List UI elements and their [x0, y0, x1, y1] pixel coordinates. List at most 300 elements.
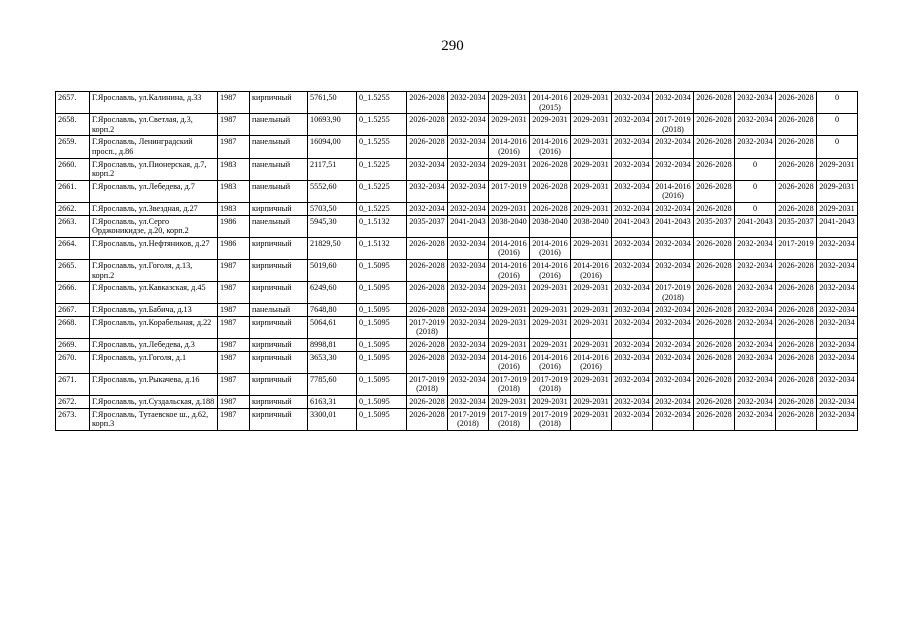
table-row	[56, 180, 858, 202]
period-cell: 2032-2034	[612, 259, 653, 281]
material-cell: панельный	[250, 114, 308, 136]
period-cell: 2029-2031	[817, 202, 858, 215]
material-cell: кирпичный	[250, 408, 308, 430]
year-cell: 1987	[218, 339, 250, 352]
row-number: 2671.	[56, 373, 90, 395]
period-cell: 2035-2037	[694, 215, 735, 237]
period-cell: 2029-2031	[571, 136, 612, 158]
period-cell: 2029-2031	[530, 282, 571, 304]
period-cell: 2026-2028	[407, 408, 448, 430]
period-cell: 0	[817, 92, 858, 114]
period-cell: 2029-2031	[489, 92, 530, 114]
table-row	[56, 158, 858, 180]
period-cell: 2032-2034	[817, 237, 858, 259]
table-container	[55, 91, 858, 431]
area-cell: 2117,51	[308, 158, 357, 180]
period-cell: 2032-2034	[653, 373, 694, 395]
table-body	[56, 92, 858, 431]
row-number: 2663.	[56, 215, 90, 237]
period-cell: 2014-2016 (2016)	[530, 259, 571, 281]
period-cell: 2017-2019 (2018)	[489, 408, 530, 430]
period-cell: 2026-2028	[776, 136, 817, 158]
coefficient-cell: 0_1.5095	[357, 259, 407, 281]
period-cell: 2026-2028	[407, 92, 448, 114]
area-cell: 5945,30	[308, 215, 357, 237]
period-cell: 2026-2028	[407, 259, 448, 281]
period-cell: 2026-2028	[776, 114, 817, 136]
period-cell: 2026-2028	[694, 339, 735, 352]
period-cell: 2041-2043	[817, 215, 858, 237]
period-cell: 2032-2034	[612, 339, 653, 352]
table-row	[56, 114, 858, 136]
row-number: 2661.	[56, 180, 90, 202]
period-cell: 2026-2028	[407, 136, 448, 158]
period-cell: 2032-2034	[735, 114, 776, 136]
address-cell: Г.Ярославль, ул.Рыкачева, д.16	[90, 373, 218, 395]
year-cell: 1987	[218, 351, 250, 373]
address-cell: Г.Ярославль, ул.Гоголя, д.13, корп.2	[90, 259, 218, 281]
row-number: 2662.	[56, 202, 90, 215]
row-number: 2659.	[56, 136, 90, 158]
area-cell: 5552,60	[308, 180, 357, 202]
period-cell: 2032-2034	[448, 92, 489, 114]
address-cell: Г.Ярославль, Ленинградский просп., д.86	[90, 136, 218, 158]
coefficient-cell: 0_1.5095	[357, 304, 407, 317]
area-cell: 3653,30	[308, 351, 357, 373]
table-row	[56, 237, 858, 259]
period-cell: 2026-2028	[694, 92, 735, 114]
period-cell: 2017-2019 (2018)	[653, 114, 694, 136]
material-cell: панельный	[250, 215, 308, 237]
area-cell: 5761,50	[308, 92, 357, 114]
period-cell: 2029-2031	[571, 92, 612, 114]
period-cell: 2032-2034	[817, 396, 858, 409]
table-row	[56, 408, 858, 430]
period-cell: 2017-2019	[776, 237, 817, 259]
address-cell: Г.Ярославль, ул.Бабича, д.13	[90, 304, 218, 317]
area-cell: 6249,60	[308, 282, 357, 304]
period-cell: 2026-2028	[776, 408, 817, 430]
period-cell: 2029-2031	[489, 316, 530, 338]
period-cell: 2032-2034	[817, 304, 858, 317]
period-cell: 2017-2019 (2018)	[489, 373, 530, 395]
period-cell: 2032-2034	[817, 259, 858, 281]
period-cell: 2032-2034	[735, 351, 776, 373]
address-cell: Г.Ярославль, ул.Суздальская, д.188	[90, 396, 218, 409]
address-cell: Г.Ярославль, ул.Нефтяников, д.27	[90, 237, 218, 259]
material-cell: кирпичный	[250, 282, 308, 304]
period-cell: 2032-2034	[612, 202, 653, 215]
row-number: 2660.	[56, 158, 90, 180]
period-cell: 2032-2034	[612, 114, 653, 136]
row-number: 2669.	[56, 339, 90, 352]
period-cell: 2026-2028	[776, 396, 817, 409]
period-cell: 0	[817, 136, 858, 158]
period-cell: 0	[735, 158, 776, 180]
period-cell: 2014-2016 (2016)	[653, 180, 694, 202]
material-cell: кирпичный	[250, 396, 308, 409]
table-row	[56, 339, 858, 352]
period-cell: 2038-2040	[571, 215, 612, 237]
period-cell: 2029-2031	[489, 339, 530, 352]
table-row	[56, 282, 858, 304]
period-cell: 2035-2037	[776, 215, 817, 237]
period-cell: 2026-2028	[407, 396, 448, 409]
period-cell: 2032-2034	[407, 202, 448, 215]
period-cell: 2032-2034	[735, 259, 776, 281]
period-cell: 2017-2019 (2018)	[448, 408, 489, 430]
material-cell: панельный	[250, 158, 308, 180]
period-cell: 2032-2034	[612, 180, 653, 202]
period-cell: 2029-2031	[489, 114, 530, 136]
period-cell: 2029-2031	[571, 202, 612, 215]
period-cell: 2032-2034	[448, 351, 489, 373]
material-cell: кирпичный	[250, 339, 308, 352]
period-cell: 2038-2040	[489, 215, 530, 237]
address-cell: Г.Ярославль, Тутаевское ш., д.62, корп.3	[90, 408, 218, 430]
period-cell: 2029-2031	[530, 304, 571, 317]
coefficient-cell: 0_1.5255	[357, 114, 407, 136]
period-cell: 2017-2019	[489, 180, 530, 202]
coefficient-cell: 0_1.5095	[357, 408, 407, 430]
period-cell: 0	[735, 180, 776, 202]
table-row	[56, 316, 858, 338]
year-cell: 1986	[218, 237, 250, 259]
period-cell: 2029-2031	[530, 339, 571, 352]
table-row	[56, 351, 858, 373]
table-row	[56, 215, 858, 237]
period-cell: 2029-2031	[571, 373, 612, 395]
period-cell: 2026-2028	[776, 180, 817, 202]
period-cell: 0	[817, 114, 858, 136]
coefficient-cell: 0_1.5225	[357, 180, 407, 202]
period-cell: 2026-2028	[694, 282, 735, 304]
period-cell: 2038-2040	[530, 215, 571, 237]
period-cell: 2032-2034	[817, 351, 858, 373]
period-cell: 2026-2028	[694, 202, 735, 215]
period-cell: 2032-2034	[735, 316, 776, 338]
period-cell: 2017-2019 (2018)	[530, 373, 571, 395]
period-cell: 2017-2019 (2018)	[530, 408, 571, 430]
area-cell: 8998,81	[308, 339, 357, 352]
period-cell: 2032-2034	[735, 408, 776, 430]
period-cell: 2026-2028	[694, 136, 735, 158]
period-cell: 2014-2016 (2016)	[530, 351, 571, 373]
period-cell: 2029-2031	[817, 180, 858, 202]
row-number: 2672.	[56, 396, 90, 409]
period-cell: 2026-2028	[776, 339, 817, 352]
period-cell: 2014-2016 (2016)	[489, 351, 530, 373]
year-cell: 1987	[218, 259, 250, 281]
period-cell: 2026-2028	[776, 259, 817, 281]
period-cell: 2032-2034	[735, 92, 776, 114]
period-cell: 2032-2034	[612, 373, 653, 395]
period-cell: 2032-2034	[448, 396, 489, 409]
address-cell: Г.Ярославль, ул.Корабельная, д.22	[90, 316, 218, 338]
coefficient-cell: 0_1.5132	[357, 215, 407, 237]
period-cell: 2032-2034	[612, 282, 653, 304]
material-cell: кирпичный	[250, 259, 308, 281]
period-cell: 2029-2031	[571, 316, 612, 338]
period-cell: 2014-2016 (2016)	[530, 237, 571, 259]
period-cell: 2029-2031	[571, 237, 612, 259]
period-cell: 2032-2034	[653, 316, 694, 338]
year-cell: 1987	[218, 114, 250, 136]
table-row	[56, 259, 858, 281]
period-cell: 2032-2034	[448, 136, 489, 158]
period-cell: 2029-2031	[489, 202, 530, 215]
period-cell: 2041-2043	[448, 215, 489, 237]
period-cell: 2026-2028	[694, 180, 735, 202]
period-cell: 2032-2034	[735, 136, 776, 158]
address-cell: Г.Ярославль, ул.Лебедева, д.7	[90, 180, 218, 202]
area-cell: 7785,60	[308, 373, 357, 395]
period-cell: 2032-2034	[612, 136, 653, 158]
period-cell: 2026-2028	[530, 158, 571, 180]
period-cell: 2026-2028	[407, 114, 448, 136]
period-cell: 2032-2034	[612, 408, 653, 430]
period-cell: 2032-2034	[612, 351, 653, 373]
period-cell: 2032-2034	[653, 202, 694, 215]
table-row	[56, 304, 858, 317]
period-cell: 2032-2034	[817, 408, 858, 430]
row-number: 2667.	[56, 304, 90, 317]
period-cell: 2032-2034	[448, 158, 489, 180]
period-cell: 2026-2028	[694, 158, 735, 180]
period-cell: 2032-2034	[735, 396, 776, 409]
year-cell: 1987	[218, 304, 250, 317]
row-number: 2665.	[56, 259, 90, 281]
period-cell: 2032-2034	[653, 158, 694, 180]
period-cell: 2032-2034	[612, 237, 653, 259]
area-cell: 6163,31	[308, 396, 357, 409]
material-cell: панельный	[250, 136, 308, 158]
year-cell: 1983	[218, 202, 250, 215]
period-cell: 2032-2034	[448, 373, 489, 395]
period-cell: 0	[735, 202, 776, 215]
period-cell: 2014-2016 (2015)	[530, 92, 571, 114]
period-cell: 2032-2034	[653, 339, 694, 352]
period-cell: 2032-2034	[653, 92, 694, 114]
period-cell: 2032-2034	[448, 316, 489, 338]
address-cell: Г.Ярославль, ул.Серго Орджоникидзе, д.20, корп.2	[90, 215, 218, 237]
period-cell: 2026-2028	[776, 351, 817, 373]
period-cell: 2041-2043	[612, 215, 653, 237]
period-cell: 2029-2031	[571, 304, 612, 317]
period-cell: 2029-2031	[530, 114, 571, 136]
year-cell: 1987	[218, 316, 250, 338]
period-cell: 2026-2028	[694, 237, 735, 259]
period-cell: 2032-2034	[817, 373, 858, 395]
period-cell: 2032-2034	[653, 304, 694, 317]
period-cell: 2032-2034	[653, 396, 694, 409]
address-cell: Г.Ярославль, ул.Светлая, д.3, корп.2	[90, 114, 218, 136]
row-number: 2657.	[56, 92, 90, 114]
material-cell: кирпичный	[250, 92, 308, 114]
year-cell: 1987	[218, 408, 250, 430]
period-cell: 2032-2034	[817, 316, 858, 338]
row-number: 2673.	[56, 408, 90, 430]
coefficient-cell: 0_1.5255	[357, 92, 407, 114]
period-cell: 2032-2034	[612, 158, 653, 180]
period-cell: 2032-2034	[653, 408, 694, 430]
period-cell: 2032-2034	[735, 373, 776, 395]
period-cell: 2032-2034	[735, 339, 776, 352]
period-cell: 2014-2016 (2016)	[530, 136, 571, 158]
period-cell: 2017-2019 (2018)	[407, 373, 448, 395]
year-cell: 1987	[218, 136, 250, 158]
period-cell: 2032-2034	[612, 92, 653, 114]
period-cell: 2035-2037	[407, 215, 448, 237]
period-cell: 2029-2031	[571, 339, 612, 352]
period-cell: 2041-2043	[653, 215, 694, 237]
table-row	[56, 202, 858, 215]
page-number: 290	[441, 38, 464, 54]
area-cell: 16094,00	[308, 136, 357, 158]
period-cell: 2032-2034	[612, 396, 653, 409]
coefficient-cell: 0_1.5095	[357, 282, 407, 304]
period-cell: 2032-2034	[448, 282, 489, 304]
period-cell: 2014-2016 (2016)	[571, 259, 612, 281]
period-cell: 2032-2034	[817, 339, 858, 352]
period-cell: 2032-2034	[612, 316, 653, 338]
period-cell: 2026-2028	[694, 316, 735, 338]
address-cell: Г.Ярославль, ул.Кавказская, д.45	[90, 282, 218, 304]
period-cell: 2026-2028	[530, 202, 571, 215]
row-number: 2666.	[56, 282, 90, 304]
period-cell: 2026-2028	[530, 180, 571, 202]
material-cell: кирпичный	[250, 202, 308, 215]
row-number: 2664.	[56, 237, 90, 259]
period-cell: 2026-2028	[694, 396, 735, 409]
year-cell: 1987	[218, 282, 250, 304]
period-cell: 2032-2034	[448, 259, 489, 281]
period-cell: 2032-2034	[735, 282, 776, 304]
period-cell: 2026-2028	[776, 158, 817, 180]
year-cell: 1983	[218, 180, 250, 202]
row-number: 2668.	[56, 316, 90, 338]
row-number: 2658.	[56, 114, 90, 136]
area-cell: 5019,60	[308, 259, 357, 281]
material-cell: кирпичный	[250, 237, 308, 259]
area-cell: 5064,61	[308, 316, 357, 338]
period-cell: 2026-2028	[776, 304, 817, 317]
table-row	[56, 136, 858, 158]
period-cell: 2017-2019 (2018)	[407, 316, 448, 338]
area-cell: 7648,80	[308, 304, 357, 317]
year-cell: 1987	[218, 373, 250, 395]
period-cell: 2032-2034	[653, 351, 694, 373]
address-cell: Г.Ярославль, ул.Калинина, д.33	[90, 92, 218, 114]
repair-schedule-table	[55, 91, 858, 431]
year-cell: 1987	[218, 396, 250, 409]
period-cell: 2029-2031	[571, 396, 612, 409]
period-cell: 2026-2028	[407, 237, 448, 259]
period-cell: 2032-2034	[653, 136, 694, 158]
period-cell: 2032-2034	[448, 202, 489, 215]
period-cell: 2026-2028	[694, 351, 735, 373]
period-cell: 2017-2019 (2018)	[653, 282, 694, 304]
period-cell: 2026-2028	[776, 202, 817, 215]
table-row	[56, 396, 858, 409]
period-cell: 2026-2028	[694, 373, 735, 395]
coefficient-cell: 0_1.5095	[357, 373, 407, 395]
period-cell: 2032-2034	[448, 180, 489, 202]
material-cell: панельный	[250, 304, 308, 317]
period-cell: 2014-2016 (2016)	[489, 136, 530, 158]
table-row	[56, 373, 858, 395]
coefficient-cell: 0_1.5095	[357, 316, 407, 338]
period-cell: 2026-2028	[776, 316, 817, 338]
period-cell: 2029-2031	[489, 304, 530, 317]
area-cell: 21829,50	[308, 237, 357, 259]
period-cell: 2026-2028	[776, 373, 817, 395]
area-cell: 3300,01	[308, 408, 357, 430]
area-cell: 5703,50	[308, 202, 357, 215]
period-cell: 2029-2031	[571, 282, 612, 304]
period-cell: 2029-2031	[489, 282, 530, 304]
period-cell: 2029-2031	[571, 114, 612, 136]
address-cell: Г.Ярославль, ул.Звездная, д.27	[90, 202, 218, 215]
period-cell: 2026-2028	[694, 304, 735, 317]
period-cell: 2032-2034	[653, 259, 694, 281]
coefficient-cell: 0_1.5132	[357, 237, 407, 259]
period-cell: 2029-2031	[817, 158, 858, 180]
coefficient-cell: 0_1.5225	[357, 158, 407, 180]
coefficient-cell: 0_1.5255	[357, 136, 407, 158]
period-cell: 2032-2034	[653, 237, 694, 259]
area-cell: 10693,90	[308, 114, 357, 136]
period-cell: 2029-2031	[571, 180, 612, 202]
period-cell: 2026-2028	[776, 92, 817, 114]
period-cell: 2026-2028	[407, 304, 448, 317]
period-cell: 2029-2031	[530, 316, 571, 338]
coefficient-cell: 0_1.5095	[357, 339, 407, 352]
row-number: 2670.	[56, 351, 90, 373]
material-cell: кирпичный	[250, 351, 308, 373]
period-cell: 2029-2031	[530, 396, 571, 409]
period-cell: 2026-2028	[776, 282, 817, 304]
period-cell: 2032-2034	[612, 304, 653, 317]
period-cell: 2032-2034	[448, 237, 489, 259]
period-cell: 2026-2028	[407, 282, 448, 304]
year-cell: 1987	[218, 92, 250, 114]
period-cell: 2041-2043	[735, 215, 776, 237]
coefficient-cell: 0_1.5095	[357, 396, 407, 409]
material-cell: кирпичный	[250, 373, 308, 395]
material-cell: панельный	[250, 180, 308, 202]
period-cell: 2014-2016 (2016)	[489, 237, 530, 259]
period-cell: 2029-2031	[571, 158, 612, 180]
period-cell: 2014-2016 (2016)	[571, 351, 612, 373]
period-cell: 2032-2034	[448, 114, 489, 136]
period-cell: 2029-2031	[489, 396, 530, 409]
period-cell: 2026-2028	[407, 351, 448, 373]
period-cell: 2032-2034	[817, 282, 858, 304]
period-cell: 2026-2028	[694, 408, 735, 430]
period-cell: 2014-2016 (2016)	[489, 259, 530, 281]
table-row	[56, 92, 858, 114]
period-cell: 2029-2031	[489, 158, 530, 180]
period-cell: 2032-2034	[407, 158, 448, 180]
year-cell: 1986	[218, 215, 250, 237]
address-cell: Г.Ярославль, ул.Пионерская, д.7, корп.2	[90, 158, 218, 180]
year-cell: 1983	[218, 158, 250, 180]
period-cell: 2032-2034	[448, 304, 489, 317]
address-cell: Г.Ярославль, ул.Лебедева, д.3	[90, 339, 218, 352]
period-cell: 2032-2034	[735, 237, 776, 259]
period-cell: 2026-2028	[407, 339, 448, 352]
